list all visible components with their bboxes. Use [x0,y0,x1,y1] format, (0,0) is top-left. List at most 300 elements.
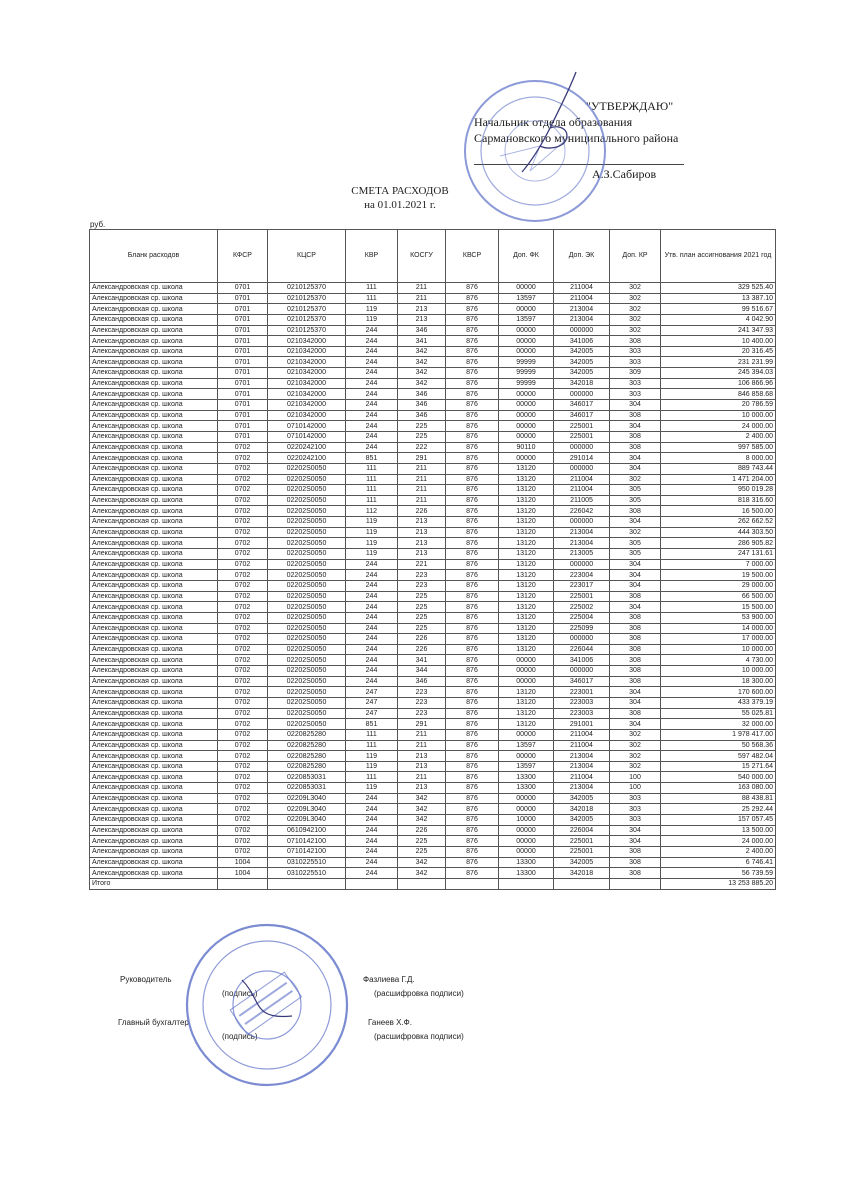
table-cell: 0702 [218,570,268,581]
table-cell: Александровская ср. школа [90,570,218,581]
table-cell: 02209L3040 [268,804,346,815]
table-cell: 211 [398,485,446,496]
table-cell: 02202S0050 [268,549,346,560]
table-cell: 0220853031 [268,772,346,783]
table-cell: 10 400.00 [661,336,776,347]
table-row [90,591,776,602]
table-cell: 02202S0050 [268,527,346,538]
table-cell: 00000 [499,431,554,442]
table-cell: 02202S0050 [268,655,346,666]
table-cell: 13120 [499,485,554,496]
table-cell: 223 [398,687,446,698]
table-cell: 00000 [499,676,554,687]
table-cell: 876 [446,708,499,719]
table-cell: Александровская ср. школа [90,389,218,400]
table-cell: Александровская ср. школа [90,453,218,464]
table-row [90,314,776,325]
table-cell: 308 [610,846,661,857]
table-cell: 244 [346,836,398,847]
table-cell: Александровская ср. школа [90,804,218,815]
column-header: Бланк расходов [90,230,218,283]
table-cell: 876 [446,655,499,666]
table-row [90,815,776,826]
table-row [90,463,776,474]
table-cell: 225 [398,623,446,634]
table-cell: 00000 [499,421,554,432]
table-row [90,506,776,517]
table-cell: 309 [610,368,661,379]
table-cell: 00000 [499,804,554,815]
table-cell: 244 [346,410,398,421]
table-cell: Александровская ср. школа [90,634,218,645]
table-cell: Александровская ср. школа [90,410,218,421]
table-cell: 302 [610,751,661,762]
table-row [90,336,776,347]
table-cell: 225 [398,612,446,623]
table-cell: 244 [346,857,398,868]
table-cell: 0710142100 [268,846,346,857]
table-cell: 32 000.00 [661,719,776,730]
table-cell: 876 [446,740,499,751]
table-cell: 876 [446,368,499,379]
table-row [90,740,776,751]
table-cell: 244 [346,559,398,570]
column-header: КВСР [446,230,499,283]
table-cell: Александровская ср. школа [90,740,218,751]
table-cell: 00000 [499,346,554,357]
table-cell: 223017 [554,580,610,591]
empty-cell [499,878,554,889]
table-cell: Александровская ср. школа [90,474,218,485]
table-cell: 1004 [218,857,268,868]
table-cell: 13120 [499,538,554,549]
table-cell: 876 [446,442,499,453]
table-cell: 304 [610,421,661,432]
table-cell: 211 [398,729,446,740]
table-cell: 223004 [554,570,610,581]
table-row [90,676,776,687]
table-cell: 308 [610,410,661,421]
head-name: Фазлиева Г.Д. [363,975,415,984]
table-cell: Александровская ср. школа [90,368,218,379]
table-cell: 889 743.44 [661,463,776,474]
table-cell: 111 [346,485,398,496]
table-cell: 10 000.00 [661,410,776,421]
table-cell: 245 394.03 [661,368,776,379]
table-cell: 304 [610,687,661,698]
table-cell: 0702 [218,729,268,740]
table-row [90,868,776,879]
table-cell: Александровская ср. школа [90,580,218,591]
table-cell: 308 [610,634,661,645]
table-cell: 211004 [554,474,610,485]
table-cell: 13120 [499,474,554,485]
table-cell: 0610942100 [268,825,346,836]
table-cell: 00000 [499,751,554,762]
table-cell: 100 [610,783,661,794]
table-cell: 02202S0050 [268,697,346,708]
table-cell: 170 600.00 [661,687,776,698]
table-cell: 02202S0050 [268,538,346,549]
table-cell: 244 [346,868,398,879]
table-cell: 304 [610,559,661,570]
table-cell: 876 [446,804,499,815]
table-cell: 2 400.00 [661,846,776,857]
table-cell: 00000 [499,304,554,315]
table-row [90,602,776,613]
table-cell: 000000 [554,463,610,474]
table-row [90,442,776,453]
table-cell: 213004 [554,761,610,772]
table-cell: 0701 [218,389,268,400]
table-row [90,378,776,389]
table-cell: 342 [398,868,446,879]
table-cell: 308 [610,623,661,634]
table-cell: 0702 [218,825,268,836]
table-cell: 0702 [218,538,268,549]
table-cell: Александровская ср. школа [90,783,218,794]
table-cell: Александровская ср. школа [90,463,218,474]
table-cell: 244 [346,655,398,666]
table-cell: 876 [446,474,499,485]
table-cell: 876 [446,836,499,847]
table-cell: 0220825280 [268,751,346,762]
table-cell: 00000 [499,336,554,347]
table-cell: 247 [346,687,398,698]
table-cell: 211 [398,463,446,474]
table-cell: 111 [346,772,398,783]
table-row [90,527,776,538]
table-cell: Александровская ср. школа [90,846,218,857]
table-cell: 244 [346,846,398,857]
table-cell: 000000 [554,517,610,528]
table-cell: 0702 [218,602,268,613]
table-cell: 876 [446,421,499,432]
table-cell: 305 [610,485,661,496]
table-cell: 0702 [218,666,268,677]
table-cell: 342 [398,346,446,357]
table-cell: 88 438.81 [661,793,776,804]
table-cell: 308 [610,336,661,347]
table-cell: 213 [398,783,446,794]
table-cell: 876 [446,783,499,794]
table-cell: 225 [398,421,446,432]
table-cell: 308 [610,676,661,687]
table-cell: 876 [446,580,499,591]
column-header: КОСГУ [398,230,446,283]
table-cell: 304 [610,463,661,474]
table-cell: 00000 [499,453,554,464]
table-cell: 308 [610,442,661,453]
table-cell: 213004 [554,538,610,549]
table-cell: 0220825280 [268,761,346,772]
table-cell: 0702 [218,559,268,570]
table-cell: Александровская ср. школа [90,602,218,613]
approval-name: А.З.Сабиров [592,167,657,181]
table-cell: Александровская ср. школа [90,708,218,719]
table-body [90,283,776,890]
table-cell: 100 [610,772,661,783]
column-header: КЦСР [268,230,346,283]
table-header-row [90,230,776,283]
table-cell: 111 [346,463,398,474]
table-cell: Александровская ср. школа [90,697,218,708]
table-cell: Александровская ср. школа [90,442,218,453]
table-cell: 99 516.67 [661,304,776,315]
table-cell: 876 [446,346,499,357]
table-cell: 876 [446,559,499,570]
table-cell: 02209L3040 [268,793,346,804]
table-row [90,431,776,442]
table-cell: Александровская ср. школа [90,538,218,549]
total-row [90,878,776,889]
table-cell: 56 739.59 [661,868,776,879]
table-cell: 02202S0050 [268,485,346,496]
table-cell: 00000 [499,836,554,847]
table-cell: 213 [398,761,446,772]
table-row [90,389,776,400]
table-cell: 876 [446,761,499,772]
table-cell: 876 [446,549,499,560]
table-cell: 4 730.00 [661,655,776,666]
table-row [90,400,776,411]
table-cell: 876 [446,623,499,634]
table-cell: 0701 [218,283,268,294]
table-cell: Александровская ср. школа [90,719,218,730]
table-row [90,846,776,857]
table-row [90,729,776,740]
table-cell: 02202S0050 [268,644,346,655]
table-cell: 342005 [554,857,610,868]
table-cell: 211004 [554,740,610,751]
table-cell: 119 [346,304,398,315]
table-cell: 876 [446,634,499,645]
table-cell: 02202S0050 [268,612,346,623]
table-cell: 13300 [499,857,554,868]
table-cell: 0702 [218,687,268,698]
table-cell: 303 [610,815,661,826]
table-cell: 16 500.00 [661,506,776,517]
table-cell: 02202S0050 [268,687,346,698]
table-cell: 342005 [554,793,610,804]
table-cell: 213004 [554,783,610,794]
table-cell: 13300 [499,772,554,783]
table-cell: 13300 [499,783,554,794]
table-cell: 13120 [499,602,554,613]
table-cell: Александровская ср. школа [90,559,218,570]
table-cell: 244 [346,676,398,687]
head-signature-caption: (подпись) [222,989,258,998]
table-cell: 00000 [499,325,554,336]
table-cell: 02202S0050 [268,591,346,602]
table-cell: 225001 [554,846,610,857]
column-header: Доп. ЭК [554,230,610,283]
table-cell: 302 [610,740,661,751]
table-cell: 0702 [218,804,268,815]
table-cell: 997 585.00 [661,442,776,453]
accountant-name: Ганеев Х.Ф. [368,1018,412,1027]
table-cell: 13120 [499,634,554,645]
table-cell: 291014 [554,453,610,464]
table-cell: 291001 [554,719,610,730]
table-cell: 4 042.90 [661,314,776,325]
table-cell: 0702 [218,783,268,794]
table-cell: 540 000.00 [661,772,776,783]
table-cell: 244 [346,793,398,804]
table-cell: 13120 [499,644,554,655]
table-cell: 0701 [218,357,268,368]
table-cell: 25 292.44 [661,804,776,815]
table-cell: Александровская ср. школа [90,868,218,879]
table-cell: 225 [398,591,446,602]
table-cell: 302 [610,283,661,294]
table-row [90,783,776,794]
table-cell: 346 [398,325,446,336]
table-cell: Александровская ср. школа [90,644,218,655]
table-row [90,283,776,294]
table-cell: 876 [446,676,499,687]
document-title: СМЕТА РАСХОДОВ [351,185,449,197]
table-cell: 222 [398,442,446,453]
table-cell: Александровская ср. школа [90,612,218,623]
table-cell: 303 [610,378,661,389]
table-cell: 211 [398,495,446,506]
table-cell: 0701 [218,336,268,347]
table-cell: 226 [398,506,446,517]
table-cell: 15 500.00 [661,602,776,613]
table-cell: 308 [610,868,661,879]
table-cell: 244 [346,400,398,411]
table-cell: Александровская ср. школа [90,527,218,538]
table-cell: 302 [610,761,661,772]
table-cell: 225001 [554,431,610,442]
table-cell: 308 [610,591,661,602]
table-row [90,612,776,623]
table-row [90,346,776,357]
table-cell: Александровская ср. школа [90,825,218,836]
table-cell: 13 500.00 [661,825,776,836]
accountant-signature-label: Главный бухгалтер [118,1018,189,1027]
table-cell: 0210342000 [268,410,346,421]
table-row [90,453,776,464]
table-cell: 304 [610,602,661,613]
table-cell: 0702 [218,719,268,730]
table-cell: 13120 [499,506,554,517]
table-row [90,708,776,719]
table-cell: 0210342000 [268,378,346,389]
table-cell: 876 [446,304,499,315]
table-cell: 119 [346,517,398,528]
table-cell: 0702 [218,474,268,485]
table-cell: Александровская ср. школа [90,751,218,762]
table-row [90,580,776,591]
table-cell: 244 [346,612,398,623]
table-cell: Александровская ср. школа [90,336,218,347]
table-cell: 223 [398,580,446,591]
table-cell: 244 [346,580,398,591]
table-cell: Александровская ср. школа [90,591,218,602]
table-cell: 876 [446,336,499,347]
table-cell: 00000 [499,283,554,294]
column-header: Доп. КР [610,230,661,283]
column-header: Утв. план ассигнования 2021 год [661,230,776,283]
table-cell: 308 [610,612,661,623]
table-cell: 02202S0050 [268,719,346,730]
table-cell: 119 [346,751,398,762]
approval-position: Начальник отдела образования [474,115,633,129]
empty-cell [346,878,398,889]
table-cell: 02202S0050 [268,708,346,719]
table-cell: 18 300.00 [661,676,776,687]
table-cell: 00000 [499,666,554,677]
table-cell: 244 [346,634,398,645]
table-cell: 876 [446,868,499,879]
table-cell: 304 [610,825,661,836]
table-cell: Александровская ср. школа [90,655,218,666]
table-cell: Александровская ср. школа [90,304,218,315]
table-cell: 876 [446,314,499,325]
table-cell: 0702 [218,517,268,528]
table-cell: 000000 [554,325,610,336]
table-cell: 211 [398,474,446,485]
table-cell: 876 [446,463,499,474]
table-cell: Александровская ср. школа [90,772,218,783]
table-cell: 818 316.60 [661,495,776,506]
table-cell: 876 [446,485,499,496]
table-cell: 211004 [554,485,610,496]
table-cell: 876 [446,591,499,602]
table-cell: 213004 [554,314,610,325]
table-cell: 342018 [554,868,610,879]
table-cell: 226 [398,644,446,655]
table-cell: 2 400.00 [661,431,776,442]
table-cell: 20 316.45 [661,346,776,357]
table-cell: 876 [446,378,499,389]
table-cell: 244 [346,602,398,613]
document-title-block [320,184,480,212]
table-cell: 0220825280 [268,729,346,740]
table-cell: 7 000.00 [661,559,776,570]
table-cell: 0210125370 [268,283,346,294]
table-cell: 213 [398,527,446,538]
table-cell: 02202S0050 [268,474,346,485]
table-row [90,857,776,868]
table-cell: 876 [446,570,499,581]
table-cell: 119 [346,783,398,794]
table-cell: 13597 [499,740,554,751]
table-row [90,793,776,804]
table-cell: 0210125370 [268,293,346,304]
table-cell: 8 000.00 [661,453,776,464]
table-row [90,623,776,634]
table-cell: 223003 [554,708,610,719]
table-cell: 876 [446,517,499,528]
table-cell: 308 [610,708,661,719]
table-cell: 0702 [218,463,268,474]
table-cell: 0702 [218,549,268,560]
table-cell: Александровская ср. школа [90,357,218,368]
table-row [90,421,776,432]
table-cell: 14 000.00 [661,623,776,634]
approval-title: "УТВЕРЖДАЮ" [586,99,674,113]
table-row [90,634,776,645]
table-cell: Александровская ср. школа [90,293,218,304]
table-cell: 244 [346,378,398,389]
table-cell: 876 [446,719,499,730]
table-cell: 286 905.82 [661,538,776,549]
table-cell: 876 [446,687,499,698]
table-cell: 342005 [554,368,610,379]
